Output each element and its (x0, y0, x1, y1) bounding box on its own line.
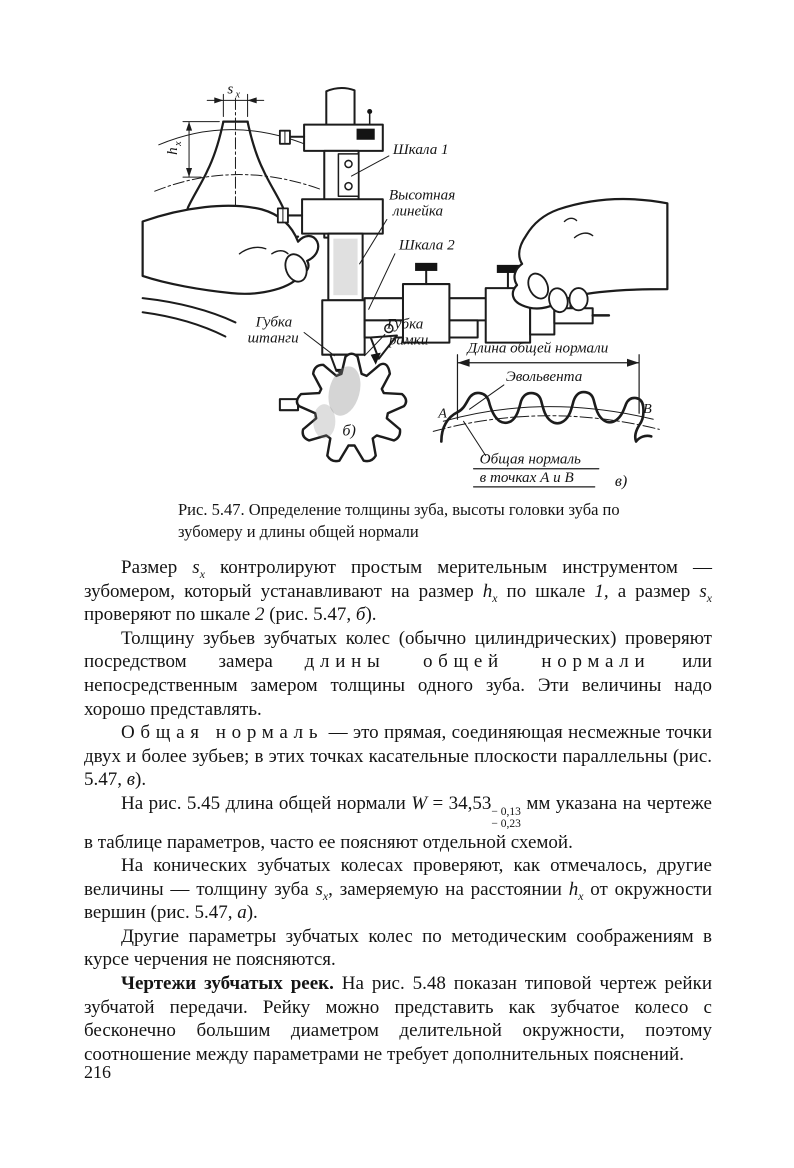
point-a-label: А (438, 405, 447, 422)
lower-slider-block (302, 199, 383, 233)
text-run: , замеряемую на расстоянии (328, 878, 569, 900)
point-b-label: В (643, 401, 652, 418)
math-sub: x (199, 567, 205, 581)
text-run: мм указана на чертеже в таблице параметров, часто ее поясняют отдельной схемой. (84, 792, 712, 853)
text-run: от окружности вершин (рис. 5.47, (84, 878, 712, 924)
subfigure-b-label: б) (342, 422, 356, 440)
body-text (84, 556, 712, 1066)
hx-sub-label: x (172, 141, 184, 146)
math-sub: x (706, 591, 712, 605)
fig-ref-letter: б (355, 604, 366, 626)
math-var-sx: s (699, 580, 707, 602)
math-sub: x (322, 889, 329, 903)
text-run: или непосредственным замером толщины одного зуба. Эти величины надо хорошо представлять. (84, 651, 712, 720)
paragraph-3 (84, 721, 712, 792)
figure-5-47 (140, 56, 670, 500)
scale-ref-2: 2 (254, 604, 265, 626)
scale-ref-1: 1, (594, 580, 609, 602)
measured-gear (280, 354, 406, 461)
tolerance-lower: − 0,23 (491, 818, 521, 831)
math-var-hx: h (482, 580, 493, 602)
section-lead: Чертежи зубчатых реек. (121, 973, 334, 995)
text-run: а размер (608, 580, 700, 602)
scale2-label: Шкала 2 (398, 237, 455, 254)
hx-label: h (164, 147, 181, 155)
text-run: ). (246, 902, 258, 924)
subfigure-v-label: в) (614, 472, 628, 490)
height-ruler-label-1: Высотная (388, 187, 456, 204)
paragraph-2 (84, 627, 712, 721)
text-run: (рис. 5.47, (264, 604, 356, 626)
math-var-w: W (411, 792, 428, 814)
caliper-top-rod (326, 88, 354, 125)
math-sub: x (492, 591, 498, 605)
paragraph-6 (84, 925, 712, 972)
text-run: Размер (121, 557, 193, 578)
tolerance-upper: − 0,13 (491, 805, 521, 818)
text-run: = 34,53 (427, 792, 492, 814)
paragraph-5 (84, 854, 712, 925)
emphasized-term: длины общей нормали (304, 651, 651, 673)
caption-line-1: Рис. 5.47. Определение толщины зуба, высоты головки зуба по (178, 500, 620, 519)
text-run: Толщину зубьев зубчатых колес (обычно цилиндрических) проверяют посредством замера (84, 627, 712, 673)
paragraph-4 (84, 792, 712, 854)
frame-jaw-label-2: рамки (388, 332, 429, 349)
gear-teeth-wave (441, 392, 651, 441)
height-ruler-label-2: линейка (392, 203, 444, 220)
caption-line-2: зубомеру и длины общей нормали (178, 521, 419, 541)
math-var-sx: s (192, 557, 200, 578)
subfigure-v-common-normal (433, 341, 659, 490)
tolerance-stack (491, 806, 521, 831)
emphasized-term: Общая нормаль (121, 722, 324, 744)
text-run: На конических зубчатых колесах проверяют, как отмечалось, другие величины — толщину зуба (84, 855, 712, 900)
text-run: — это прямая, соединяющая несмежные точки двух и более зубьев; в этих точках касательные плоскости параллельны (рис. 5.47, (84, 722, 712, 791)
figure-caption (178, 499, 658, 542)
text-run: ). (365, 604, 377, 626)
math-sub: x (578, 889, 584, 903)
involute-label: Эвольвента (505, 368, 583, 385)
frame-jaw-label-1: Губка (386, 316, 424, 333)
paragraph-1 (84, 556, 712, 627)
figure-drawing (140, 56, 670, 500)
text-run: проверяют по шкале (84, 604, 255, 626)
scale1-label: Шкала 1 (392, 141, 449, 158)
right-hand (513, 199, 668, 314)
common-normal-label-2: в точках А и В (479, 469, 574, 486)
beam-jaw-label-2: штанги (247, 330, 299, 347)
common-normal-length-label: Длина общей нормали (467, 340, 609, 357)
common-normal-label-1: Общая нормаль (479, 451, 581, 468)
sx-sub-label: x (235, 89, 240, 101)
hx-dimension (183, 122, 219, 178)
text-run: по шкале (497, 580, 595, 602)
text-run: На рис. 5.48 показан типовой чертеж рейки зубчатой передачи. Рейку можно представить как зубчатое колесо с бесконечно большим диаметром делительной окружности, поэтому соотношение между параметрами не требует дополнительных пояснений. (84, 973, 712, 1065)
beam-jaw-label-1: Губка (255, 314, 293, 331)
beam-head (322, 300, 364, 354)
fig-ref-letter: а (237, 902, 247, 924)
paragraph-7 (84, 972, 712, 1066)
text-run: ). (135, 769, 147, 791)
fig-ref-letter: в (126, 769, 135, 791)
text-run: Другие параметры зубчатых колес по методическим соображениям в курсе черчения не поясняются. (84, 925, 712, 971)
math-var-sx: s (315, 878, 323, 900)
text-run: контролируют простым мерительным инструментом — зубомером, который устанавливают на размер (84, 557, 712, 602)
math-var-hx: h (568, 878, 579, 900)
sx-label: s (227, 81, 234, 98)
text-run: На рис. 5.45 длина общей нормали (121, 792, 412, 814)
page-number: 216 (84, 1062, 111, 1082)
